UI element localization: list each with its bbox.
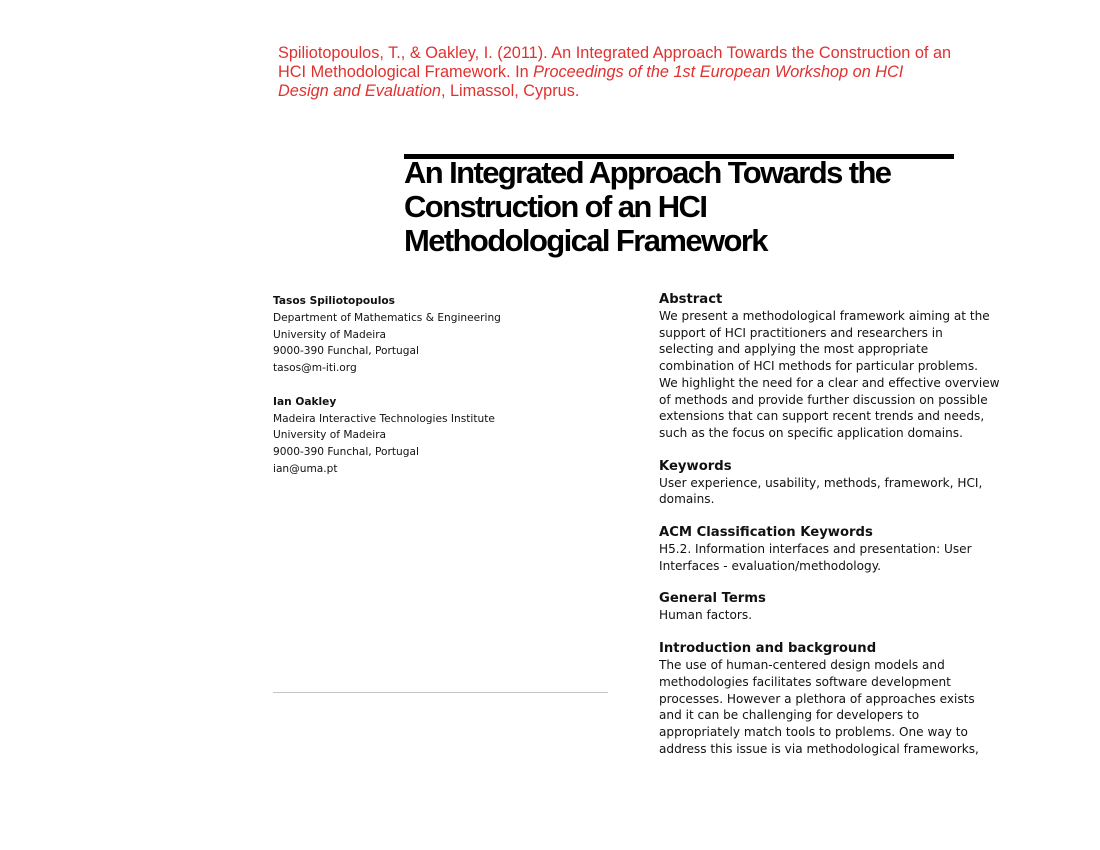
author-affiliation-line: 9000-390 Funchal, Portugal (273, 345, 419, 358)
section-heading: Keywords (659, 458, 732, 474)
author-affiliation-line: 9000-390 Funchal, Portugal (273, 446, 419, 459)
section-acm-classification (659, 525, 1004, 574)
body-line: User experience, usability, methods, framework, HCI, (659, 475, 983, 490)
body-line: support of HCI practitioners and researchers in (659, 325, 943, 340)
body-line: such as the focus on specific application domains. (659, 425, 963, 440)
author-affiliation-line: University of Madeira (273, 429, 387, 442)
body-line: Interfaces - evaluation/methodology. (659, 558, 881, 573)
section-heading: Abstract (659, 292, 723, 307)
title-line-1: An Integrated Approach Towards the (404, 155, 891, 190)
body-line: combination of HCI methods for particular problems. (659, 359, 978, 374)
section-heading: General Terms (659, 591, 766, 607)
section-heading: Introduction and background (659, 641, 877, 657)
section-heading: ACM Classification Keywords (659, 525, 873, 541)
title-line-2: Construction of an HCI (404, 189, 707, 224)
author-block (273, 293, 613, 478)
right-column (659, 292, 1004, 774)
body-line: address this issue is via methodological frameworks, (659, 741, 979, 756)
body-line: processes. However a plethora of approaches exists (659, 691, 975, 706)
body-line: We present a methodological framework aiming at the (659, 309, 990, 323)
body-line: and it can be challenging for developers to (659, 708, 920, 723)
paper-title (404, 156, 964, 258)
body-line: of methods and provide further discussion on possible (659, 392, 988, 407)
body-line: Human factors. (659, 608, 753, 623)
author-affiliation-line: Department of Mathematics & Engineering (273, 311, 501, 324)
citation-location: , Limassol, Cyprus. (440, 82, 580, 100)
author-affiliation-line: University of Madeira (273, 328, 387, 341)
body-line: We highlight the need for a clear and effective overview (659, 375, 1000, 390)
author-email: tasos@m-iti.org (273, 362, 357, 375)
author-email: ian@uma.pt (273, 462, 338, 475)
author-1 (273, 293, 613, 377)
section-keywords (659, 459, 1004, 508)
citation-venue: Proceedings of the 1st European Workshop on HCI Design and Evaluation (278, 63, 904, 100)
body-line: The use of human-centered design models and (659, 658, 945, 673)
column-divider-rule (273, 692, 608, 693)
title-line-3: Methodological Framework (404, 223, 767, 258)
author-name: Ian Oakley (273, 395, 337, 408)
author-2 (273, 394, 613, 478)
body-line: H5.2. Information interfaces and presentation: User (659, 542, 972, 557)
author-affiliation-line: Madeira Interactive Technologies Institute (273, 412, 495, 425)
author-name: Tasos Spiliotopoulos (273, 295, 395, 307)
citation-authors-text: Spiliotopoulos, T., & Oakley, I. (2011). An Integrated Approach Towards the Construction of an HCI Methodological Framework. In (278, 44, 952, 81)
body-line: selecting and applying the most appropriate (659, 342, 929, 357)
section-abstract (659, 292, 1004, 442)
section-general-terms (659, 591, 1004, 624)
body-line: methodologies facilitates software development (659, 674, 951, 689)
body-line: appropriately match tools to problems. One way to (659, 724, 968, 739)
author-gap (273, 377, 613, 394)
body-line: extensions that can support recent trends and needs, (659, 409, 985, 424)
section-introduction (659, 641, 1004, 757)
body-line: domains. (659, 492, 715, 507)
citation-reference (278, 44, 958, 101)
